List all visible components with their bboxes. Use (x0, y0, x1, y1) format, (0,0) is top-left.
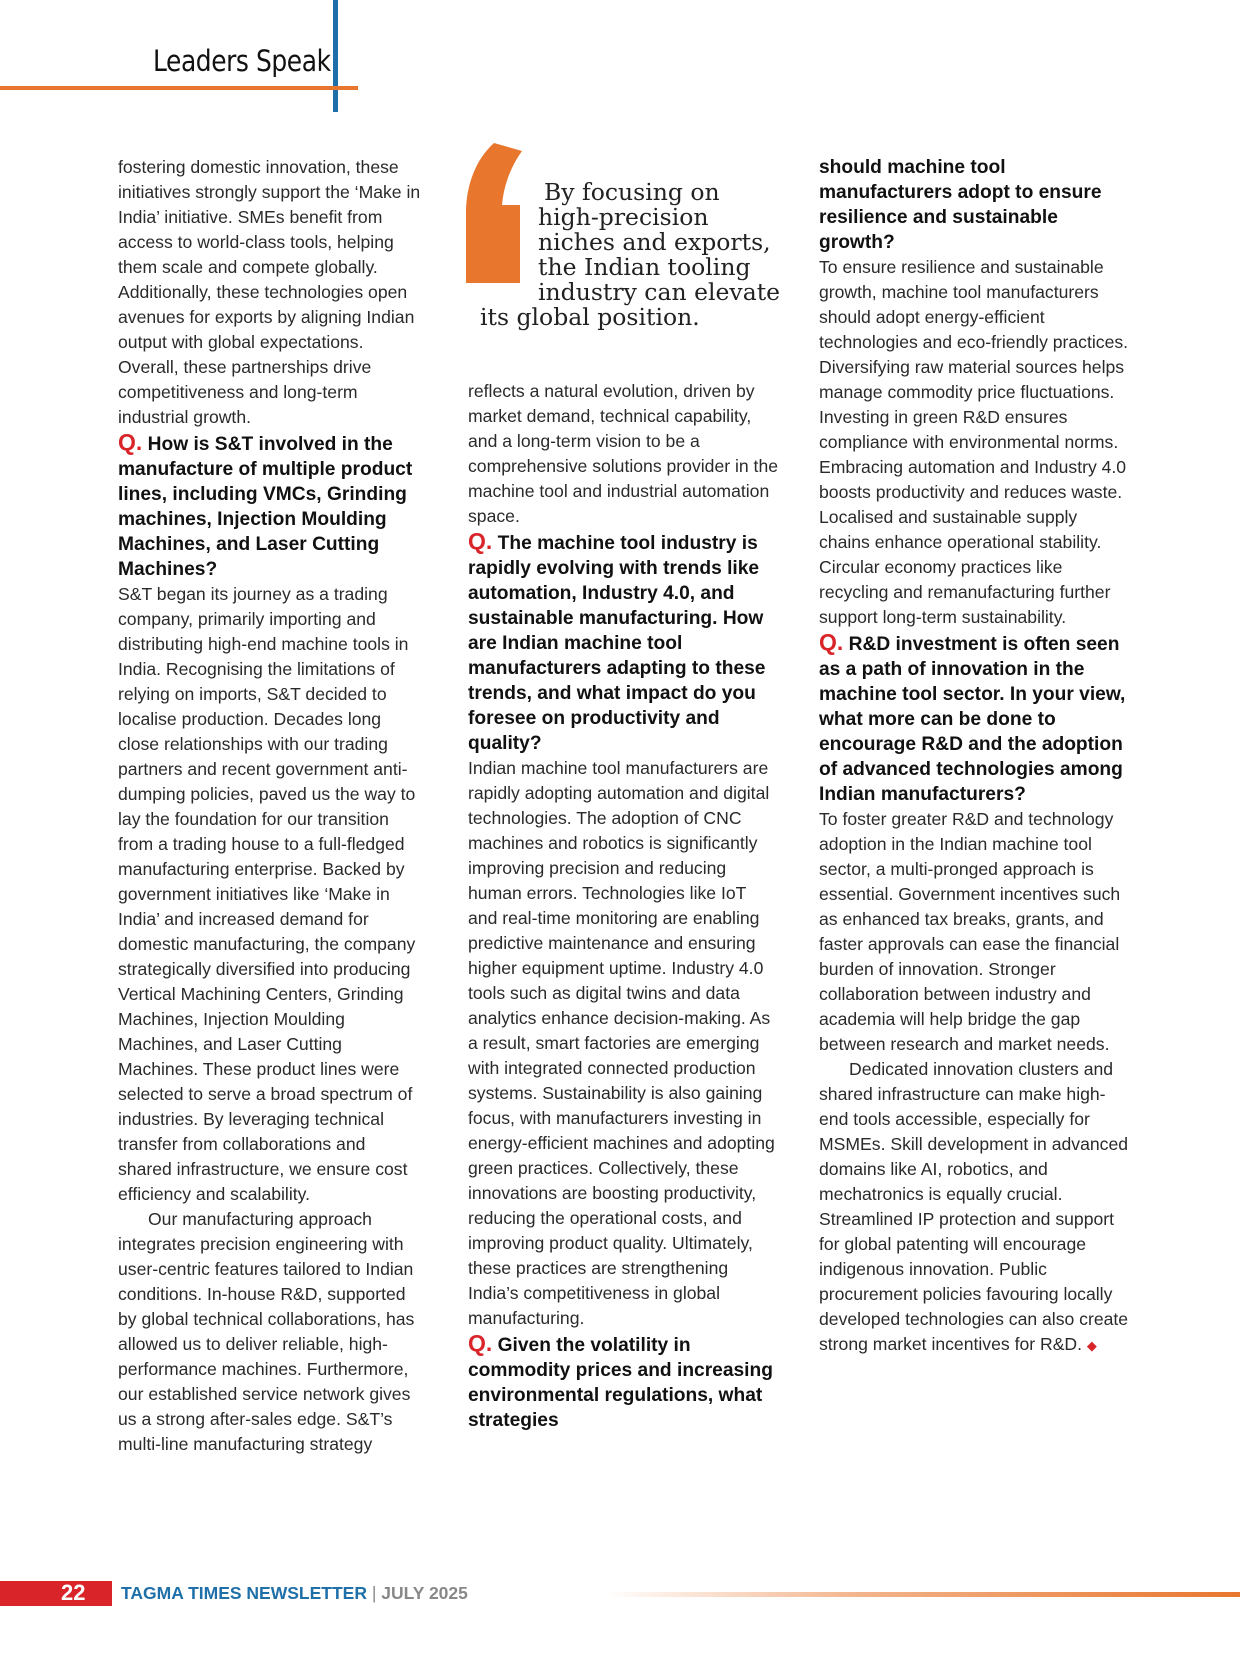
pull-quote-line: the Indian tooling (538, 253, 751, 281)
pull-quote-line: high-precision (538, 203, 709, 231)
article-column-1 (118, 155, 423, 1457)
question-heading (819, 630, 1131, 807)
question-marker: Q. (468, 528, 493, 554)
column1-paragraph: fostering domestic innovation, these initiatives strongly support the ‘Make in India’ initiative. SMEs benefit from access to world-class tools, helping them scale and compete globally. Additionally, these technologies open avenues for exports by aligning Indian output with global expectations. Overall, these partnerships drive competitiveness and long-term industrial growth. (118, 157, 421, 427)
footer-page-block (0, 1581, 112, 1606)
question-heading (468, 529, 780, 756)
question-marker: Q. (118, 429, 143, 455)
question-text: Given the volatility in commodity prices and increasing environmental regulations, what strategies (468, 1335, 773, 1431)
answer-paragraph: To foster greater R&D and technology adoption in the Indian machine tool sector, a multi-pronged approach is essential. Government incentives such as enhanced tax breaks, grants, and faster approvals can ease the financial burden of innovation. Stronger collaboration between industry and academia will help bridge the gap between research and market needs. (819, 809, 1121, 1054)
question-heading-continued: should machine tool manufacturers adopt to ensure resilience and sustainable growth? (819, 157, 1102, 253)
question-text: R&D investment is often seen as a path of innovation in the machine tool sector. In your view, what more can be done to encourage R&D and the adoption of advanced technologies among Indian manufacturers? (819, 634, 1126, 805)
answer-paragraph (819, 1057, 1131, 1358)
question-marker: Q. (819, 629, 844, 655)
pull-quote-line: By focusing on (544, 178, 720, 206)
end-mark-icon: ◆ (1086, 1338, 1097, 1353)
header-horizontal-rule (0, 86, 358, 90)
answer-text: Dedicated innovation clusters and shared infrastructure can make high-end tools accessible, especially for MSMEs. Skill development in advanced domains like AI, robotics, and mechatronics is equally crucial. Streamlined IP protection and support for global patenting will encourage indigenous innovation. Public procurement policies favouring locally developed technologies can also create strong market incentives for R&D. (819, 1059, 1129, 1354)
pull-quote-line: industry can elevate (538, 278, 781, 306)
header-vertical-rule (333, 0, 338, 112)
pull-quote-line: niches and exports, (538, 228, 771, 256)
page-number: 22 (61, 1580, 86, 1605)
issue-date: JULY 2025 (381, 1583, 468, 1603)
pull-quote (480, 180, 780, 330)
answer-paragraph: Indian machine tool manufacturers are rapidly adopting automation and digital technologies. The adoption of CNC machines and robotics is significantly improving precision and reducing human errors. Technologies like IoT and real-time monitoring are enabling predictive maintenance and ensuring higher equipment uptime. Industry 4.0 tools such as digital twins and data analytics enhance decision-making. As a result, smart factories are emerging with integrated connected production systems. Sustainability is also gaining focus, with manufacturers investing in energy-efficient machines and adopting green practices. Collectively, these innovations are boosting productivity, reducing the operational costs, and improving product quality. Ultimately, these practices are strengthening India’s competitiveness in global manufacturing. (468, 758, 775, 1328)
answer-paragraph: Our manufacturing approach integrates precision engineering with user-centric features tailored to Indian conditions. In-house R&D, supported by global technical collaborations, has allowed us to deliver reliable, high-performance machines. Furthermore, our established service network gives us a strong after-sales edge. S&T’s multi-line manufacturing strategy (118, 1209, 415, 1454)
section-title: Leaders Speak (153, 44, 331, 78)
question-heading (468, 1331, 780, 1433)
footer-gradient-rule (605, 1592, 1240, 1597)
question-heading (118, 430, 423, 582)
pull-quote-line: its global position. (480, 303, 700, 331)
question-text: The machine tool industry is rapidly evolving with trends like automation, Industry 4.0, and sustainable manufacturing. How are Indian machine tool manufacturers adapting to these trends, and what impact do you foresee on productivity and quality? (468, 533, 766, 754)
answer-paragraph: S&T began its journey as a trading company, primarily importing and distributing high-end machine tools in India. Recognising the limitations of relying on imports, S&T decided to localise production. Decades long close relationships with our trading partners and recent government anti-dumping policies, paved us the way to lay the foundation for our transition from a trading house to a full-fledged manufacturing enterprise. Backed by government initiatives like ‘Make in India’ and increased demand for domestic manufacturing, the company strategically diversified into producing Vertical Machining Centers, Grinding Machines, Injection Moulding Machines, and Laser Cutting Machines. These product lines were selected to serve a broad spectrum of industries. By leveraging technical transfer from collaborations and shared infrastructure, we ensure cost efficiency and scalability. (118, 584, 416, 1204)
question-marker: Q. (468, 1330, 493, 1356)
article-column-2 (468, 379, 780, 1433)
footer-publication (121, 1583, 468, 1604)
footer-separator: | (371, 1583, 377, 1603)
column2-paragraph: reflects a natural evolution, driven by market demand, technical capability, and a long-term vision to be a comprehensive solutions provider in the machine tool and industrial automation space. (468, 381, 779, 526)
article-column-3 (819, 155, 1131, 1358)
question-text: How is S&T involved in the manufacture of multiple product lines, including VMCs, Grinding machines, Injection Moulding Machines, and Laser Cutting Machines? (118, 434, 413, 580)
answer-paragraph: To ensure resilience and sustainable growth, machine tool manufacturers should adopt energy-efficient technologies and eco-friendly practices. Diversifying raw material sources helps manage commodity price fluctuations. Investing in green R&D ensures compliance with environmental norms. Embracing automation and Industry 4.0 boosts productivity and reduces waste. Localised and sustainable supply chains enhance operational stability. Circular economy practices like recycling and remanufacturing further support long-term sustainability. (819, 257, 1129, 627)
publication-name: TAGMA TIMES NEWSLETTER (121, 1583, 367, 1603)
